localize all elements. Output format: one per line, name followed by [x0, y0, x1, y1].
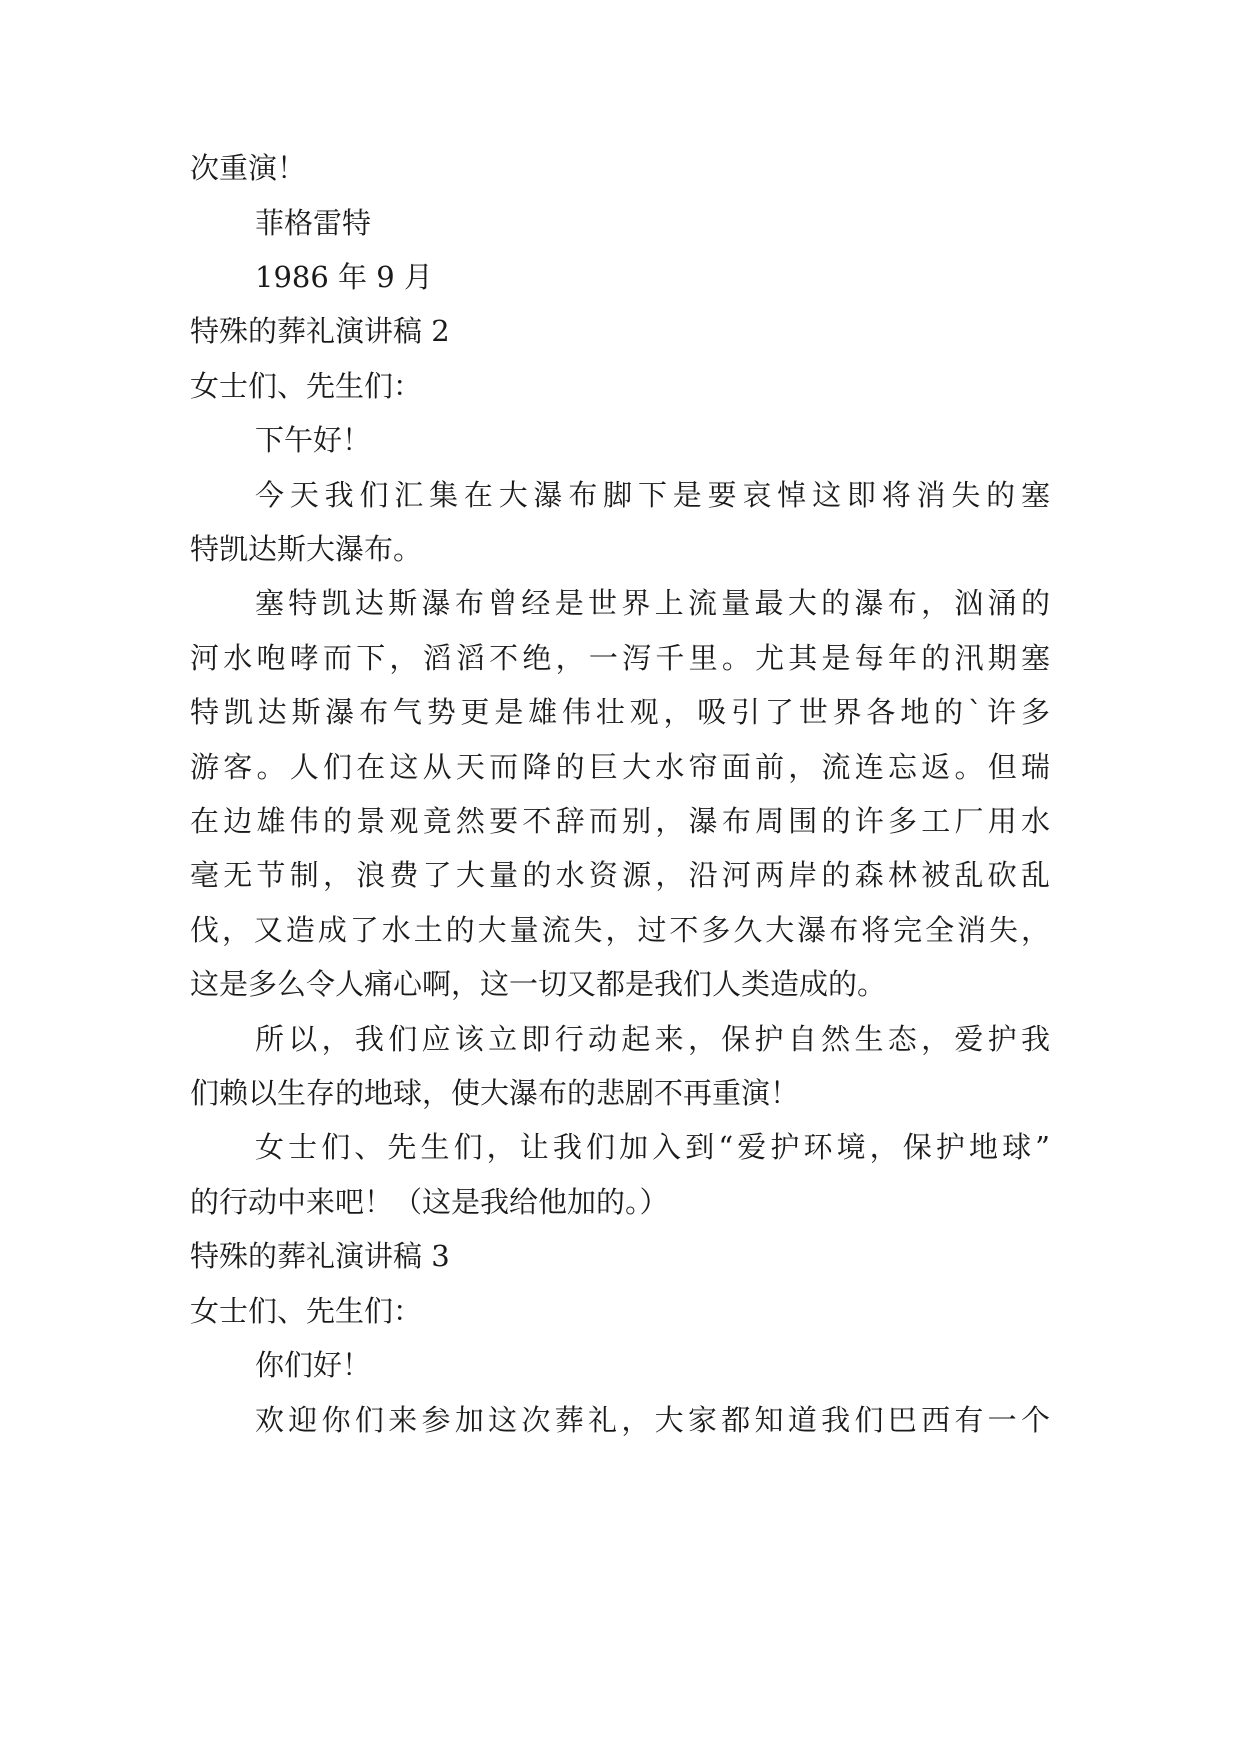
- paragraph-line: 河水咆哮而下，滔滔不绝，一泻千里。尤其是每年的汛期塞: [190, 641, 1050, 675]
- paragraph-line: 这是多么令人痛心啊，这一切又都是我们人类造成的。: [190, 967, 887, 1001]
- salutation: 女士们、先生们：: [190, 1294, 423, 1328]
- paragraph-line: 特凯达斯瀑布气势更是雄伟壮观，吸引了世界各地的`许多: [190, 695, 1050, 729]
- paragraph-line: 毫无节制，浪费了大量的水资源，沿河两岸的森林被乱砍乱: [190, 858, 1050, 892]
- section-heading: 特殊的葬礼演讲稿 2: [190, 314, 450, 348]
- section-heading: 特殊的葬礼演讲稿 3: [190, 1239, 450, 1273]
- signature-date: 1986 年 9 月: [255, 260, 433, 294]
- paragraph-line: 欢迎你们来参加这次葬礼，大家都知道我们巴西有一个: [255, 1403, 1050, 1437]
- greeting: 下午好！: [255, 423, 372, 457]
- greeting: 你们好！: [255, 1348, 372, 1382]
- paragraph-line: 塞特凯达斯瀑布曾经是世界上流量最大的瀑布，汹涌的: [255, 586, 1050, 620]
- paragraph-line: 今天我们汇集在大瀑布脚下是要哀悼这即将消失的塞: [255, 478, 1050, 512]
- paragraph-line: 的行动中来吧！（这是我给他加的。）: [190, 1185, 669, 1219]
- paragraph-line: 女士们、先生们，让我们加入到“爱护环境，保护地球”: [255, 1130, 1050, 1164]
- text-line: 次重演！: [190, 151, 307, 185]
- paragraph-line: 游客。人们在这从天而降的巨大水帘面前，流连忘返。但瑞: [190, 750, 1050, 784]
- paragraph-line: 伐，又造成了水土的大量流失，过不多久大瀑布将完全消失，: [190, 913, 1050, 947]
- signature-name: 菲格雷特: [255, 206, 372, 240]
- paragraph-line: 们赖以生存的地球，使大瀑布的悲剧不再重演！: [190, 1076, 800, 1110]
- paragraph-line: 在边雄伟的景观竟然要不辞而别，瀑布周围的许多工厂用水: [190, 804, 1050, 838]
- paragraph-line: 特凯达斯大瀑布。: [190, 532, 423, 566]
- salutation: 女士们、先生们：: [190, 369, 423, 403]
- paragraph-line: 所以，我们应该立即行动起来，保护自然生态，爱护我: [255, 1022, 1050, 1056]
